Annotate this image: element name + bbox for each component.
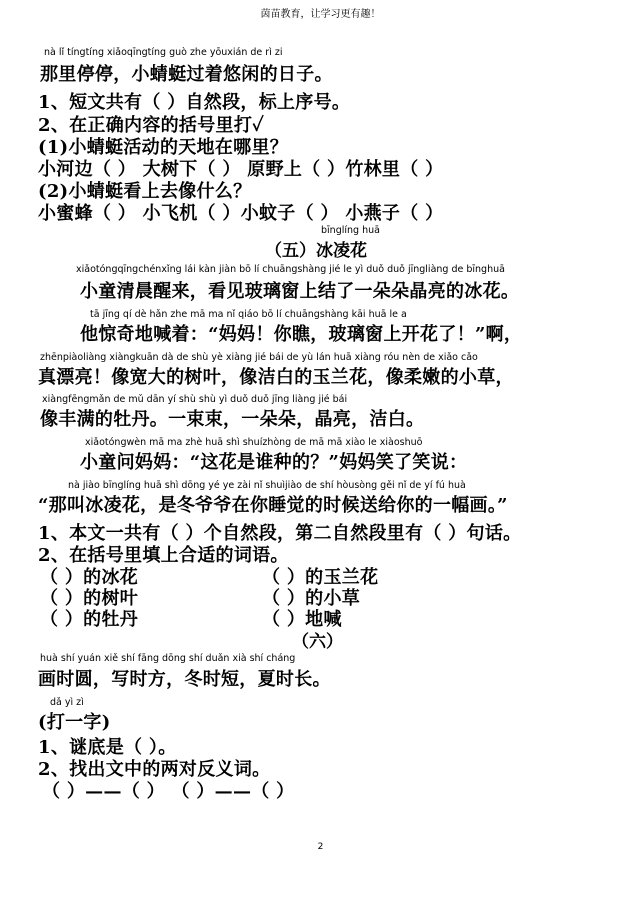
question-1: 1、短文共有（ ）自然段，标上序号。 [38, 92, 351, 113]
pinyin-line: huà shí yuán xiě shí fāng dōng shí duǎn xià shí cháng [40, 653, 296, 664]
paragraph-line: 像丰满的牡丹。一束束，一朵朵，晶亮，洁白。 [40, 409, 425, 430]
pinyin-line: nà jiào bīnglíng huā shì dōng yé ye zài nǐ shuìjiào de shí hòusòng gěi nǐ de yí fú huà [68, 480, 466, 491]
paragraph-line: “那叫冰凌花，是冬爷爷在你睡觉的时候送给你的一幅画。” [38, 495, 508, 516]
fill-blank: （ ）的树叶 [40, 588, 139, 609]
page-header: 茵苗教育，让学习更有趣！ [260, 9, 381, 20]
question-1: 1、本文一共有（ ）个自然段，第二自然段里有（ ）句话。 [38, 523, 522, 544]
pinyin-line: tā jīng qí dè hǎn zhe mā ma nǐ qiáo bō lí chuāngshàng kāi huā le a [90, 309, 407, 320]
section-title: （六） [292, 632, 343, 652]
pinyin-line: zhēnpiàoliàng xiàngkuān dà de shù yè xiàng jié bái de yù lán huā xiàng róu nèn de xiǎo cǎo [40, 352, 478, 363]
riddle-line: 画时圆，写时方，冬时短，夏时长。 [38, 669, 331, 690]
question-2: 2、在括号里填上合适的词语。 [38, 545, 289, 566]
title-pinyin: bīnglíng huā [321, 225, 380, 236]
question-2b: (2)小蜻蜓看上去像什么？ [38, 181, 252, 202]
pinyin-line: xiǎotóngqīngchénxǐng lái kàn jiàn bō lí chuāngshàng jié le yì duǒ duǒ jīngliàng de bīnghuā [76, 264, 505, 275]
antonym-blanks: （ ）——（ ） （ ）——（ ） [42, 781, 295, 802]
fill-blank: （ ）的玉兰花 [262, 567, 379, 588]
question-2a: (1)小蜻蜓活动的天地在哪里？ [38, 137, 289, 158]
paragraph-line: 小童清晨醒来，看见玻璃窗上结了一朵朵晶亮的冰花。 [80, 281, 520, 302]
fill-blank: （ ）的冰花 [40, 567, 139, 588]
section-title: （五）冰凌花 [265, 241, 367, 261]
paragraph-line: 他惊奇地喊着：“妈妈！你瞧，玻璃窗上开花了！”啊， [80, 324, 523, 345]
paragraph-line: 小童问妈妈：“这花是谁种的？”妈妈笑了笑说： [80, 452, 468, 473]
page-number: 2 [317, 842, 324, 852]
text-line: 那里停停，小蜻蜓过着悠闲的日子。 [40, 64, 333, 85]
fill-blank: （ ）地喊 [262, 609, 342, 630]
question-1: 1、谜底是（ ）。 [38, 737, 177, 758]
question-2a-options: 小河边（ ） 大树下（ ） 原野上（ ）竹林里（ ） [38, 159, 444, 180]
paragraph-line: 真漂亮！像宽大的树叶，像洁白的玉兰花，像柔嫩的小草， [38, 367, 514, 388]
fill-blank: （ ）的小草 [262, 588, 361, 609]
pinyin-line: nà lǐ tíngtíng xiǎoqīngtíng guò zhe yōuxián de rì zi [44, 47, 283, 58]
pinyin-line: dǎ yì zì [50, 697, 84, 708]
pinyin-line: xiàngfēngmǎn de mǔ dān yí shù shù yì duǒ duǒ jīng liàng jié bái [42, 394, 348, 405]
riddle-hint: (打一字) [38, 712, 111, 733]
question-2: 2、找出文中的两对反义词。 [38, 759, 271, 780]
fill-blank: （ ）的牡丹 [40, 609, 139, 630]
pinyin-line: xiǎotóngwèn mā ma zhè huā shì shuízhòng de mā mā xiào le xiàoshuō [85, 437, 423, 448]
question-2: 2、在正确内容的括号里打✓ [38, 115, 265, 136]
question-2b-options: 小蜜蜂（ ） 小飞机（ ）小蚊子（ ） 小燕子（ ） [38, 203, 444, 224]
